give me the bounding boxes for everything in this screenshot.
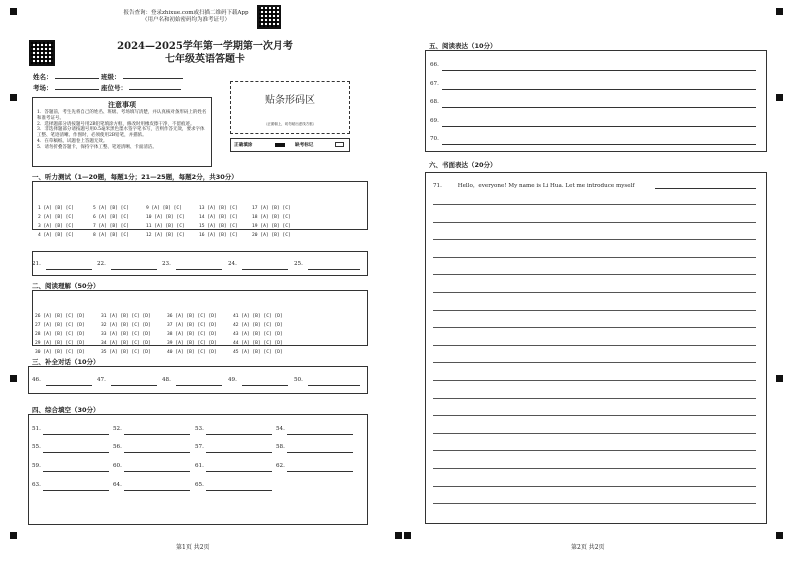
writing-line[interactable]: [433, 450, 756, 451]
class-label: 班级：: [101, 73, 121, 81]
blank-number: 46.: [32, 377, 41, 383]
answer-line[interactable]: [124, 471, 190, 472]
blank-number: 61.: [195, 463, 204, 469]
barcode-hint: （正面朝上，切勿贴出虚线方框）: [263, 122, 317, 126]
notice-item: 2．选择题部分请按题号用2B铅笔填涂方框，修改时用橡皮擦干净，不留痕迹。: [37, 121, 195, 127]
blank-number: 53.: [195, 426, 204, 432]
reading-choice-group[interactable]: 36 [A] [B] [C] [D] 37 [A] [B] [C] [D] 38 [A] [B] [C] [D] 39 [A] [B] [C] [D] 40 [A] [B] [C] [D]: [167, 314, 217, 355]
registration-mark: [404, 532, 411, 539]
barcode-title: 贴条形码区: [265, 95, 315, 106]
blank-number: 52.: [113, 426, 122, 432]
question-number: 66.: [430, 62, 439, 68]
listening-choice-group[interactable]: 17 [A] [B] [C] 18 [A] [B] [C] 19 [A] [B] [C] 20 [A] [B] [C]: [252, 206, 291, 238]
answer-line[interactable]: [442, 107, 756, 108]
blank-number: 47.: [97, 377, 106, 383]
room-label: 考场：: [33, 84, 53, 92]
answer-line[interactable]: [442, 70, 756, 71]
writing-line[interactable]: [433, 362, 756, 363]
writing-line[interactable]: [433, 239, 756, 240]
writing-line[interactable]: [433, 380, 756, 381]
seat-field[interactable]: [129, 89, 181, 90]
read-express-box: [425, 50, 767, 152]
registration-mark: [776, 8, 783, 15]
listening-choice-group[interactable]: 9 [A] [B] [C] 10 [A] [B] [C] 11 [A] [B] [C] 12 [A] [B] [C]: [146, 206, 185, 238]
answer-line[interactable]: [287, 434, 353, 435]
listening-choice-group[interactable]: 13 [A] [B] [C] 14 [A] [B] [C] 15 [A] [B] [C] 16 [A] [B] [C]: [199, 206, 238, 238]
blank-number: 63.: [32, 482, 41, 488]
answer-line[interactable]: [206, 434, 272, 435]
answer-line[interactable]: [124, 434, 190, 435]
answer-line[interactable]: [206, 452, 272, 453]
blank-number: 64.: [113, 482, 122, 488]
cloze-section-title: 四、综合填空（30分）: [32, 406, 100, 414]
blank-number: 51.: [32, 426, 41, 432]
answer-line[interactable]: [111, 269, 157, 270]
missing-exam-checkbox[interactable]: [335, 142, 344, 147]
registration-mark: [10, 8, 17, 15]
answer-line[interactable]: [242, 269, 288, 270]
title-line1: 2024—2025学年第一学期第一次月考: [117, 41, 293, 52]
writing-number: 71.: [433, 183, 442, 189]
answer-line[interactable]: [442, 144, 756, 145]
answer-line[interactable]: [46, 269, 92, 270]
correct-fill-label: 正确填涂: [234, 143, 253, 148]
answer-line[interactable]: [111, 385, 157, 386]
question-number: 68.: [430, 99, 439, 105]
blank-number: 23.: [162, 261, 171, 267]
blank-number: 60.: [113, 463, 122, 469]
question-number: 69.: [430, 117, 439, 124]
answer-line[interactable]: [43, 434, 109, 435]
page-footer-1: 第1页 共2页: [176, 544, 210, 551]
answer-line[interactable]: [43, 471, 109, 472]
registration-mark: [395, 532, 402, 539]
answer-line[interactable]: [308, 269, 360, 270]
blank-number: 48.: [162, 377, 171, 383]
barcode-area: [230, 81, 350, 134]
student-qr-code: [29, 40, 55, 66]
writing-line[interactable]: [433, 310, 756, 311]
seat-label: 座位号：: [101, 84, 128, 92]
question-number: 67.: [430, 80, 439, 87]
blank-number: 59.: [32, 463, 41, 469]
registration-mark: [10, 375, 17, 382]
answer-line[interactable]: [206, 471, 272, 472]
answer-line[interactable]: [176, 385, 222, 386]
reading-choice-group[interactable]: 41 [A] [B] [C] [D] 42 [A] [B] [C] [D] 43 [A] [B] [C] [D] 44 [A] [B] [C] [D] 45 [A] [B] [C] [D]: [233, 314, 283, 355]
blank-number: 58.: [276, 444, 285, 450]
writing-line[interactable]: [433, 503, 756, 504]
app-qr-code: [257, 5, 281, 29]
writing-line[interactable]: [433, 398, 756, 399]
notice-item: 4．在草稿纸、试题卷上答题无效。: [37, 138, 108, 144]
writing-line[interactable]: [433, 292, 756, 293]
blank-number: 57.: [195, 444, 204, 450]
blank-number: 65.: [195, 482, 204, 488]
notice-box: [32, 97, 212, 167]
answer-line[interactable]: [176, 269, 222, 270]
blank-number: 25.: [294, 261, 303, 267]
fill-legend: [230, 138, 350, 152]
answer-line[interactable]: [308, 385, 360, 386]
writing-section-title: 六、书面表达（20分）: [429, 161, 497, 169]
question-number: 70.: [430, 136, 439, 142]
writing-line[interactable]: [433, 274, 756, 275]
student-info: [33, 72, 183, 94]
writing-box: [425, 172, 767, 524]
writing-first-line[interactable]: [655, 188, 756, 189]
writing-line[interactable]: [433, 486, 756, 487]
writing-line[interactable]: [433, 257, 756, 258]
answer-line[interactable]: [442, 89, 756, 90]
writing-line[interactable]: [433, 327, 756, 328]
listening-section-title: 一、听力测试（1—20题，每题1分；21—25题，每题2分，共30分）: [32, 173, 238, 181]
answer-line[interactable]: [124, 490, 190, 491]
answer-line[interactable]: [43, 452, 109, 453]
blank-number: 56.: [113, 444, 122, 450]
registration-mark: [776, 532, 783, 539]
missing-exam-label: 缺考标记: [295, 143, 314, 148]
writing-line[interactable]: [433, 222, 756, 223]
name-field[interactable]: [55, 78, 99, 79]
page-footer-2: 第2页 共2页: [571, 544, 605, 551]
blank-number: 62.: [276, 463, 285, 469]
answer-line[interactable]: [287, 471, 353, 472]
listening-choice-group[interactable]: 5 [A] [B] [C] 6 [A] [B] [C] 7 [A] [B] [C] 8 [A] [B] [C]: [93, 206, 129, 238]
title-line2: 七年级英语答题卡: [165, 54, 245, 65]
report-note-line2: （用户名和初始密码均为准考证号）: [141, 17, 230, 23]
registration-mark: [10, 532, 17, 539]
room-field[interactable]: [55, 89, 99, 90]
notice-item: 3．非选择题部分请按题号用0.5毫米黑色墨水签字笔书写，否则作答无效，要求字体工整、笔迹清晰。作图时，必须使用2B铅笔，并描浓。: [37, 127, 205, 139]
reading-section-title: 二、阅读理解（50分）: [32, 282, 100, 290]
writing-prompt: Hello，everyone! My name is Li Hua. Let me introduce myself: [457, 183, 635, 189]
blank-number: 22.: [97, 261, 106, 267]
writing-line[interactable]: [433, 345, 756, 346]
report-note-line1: 报告查询：登录zhixue.com或扫描二维码下载App: [123, 10, 249, 16]
blank-number: 21.: [32, 261, 41, 267]
blank-number: 50.: [294, 377, 303, 383]
notice-item: 1．答题前，考生先将自己的姓名、班级、考场填写清楚，并认真核对条形码上的姓名和准考证号。: [37, 110, 207, 121]
answer-line[interactable]: [124, 452, 190, 453]
registration-mark: [776, 375, 783, 382]
read-express-section-title: 五、阅读表达（10分）: [429, 42, 497, 50]
blank-number: 49.: [228, 377, 237, 383]
blank-number: 54.: [276, 426, 285, 432]
answer-line[interactable]: [206, 490, 272, 491]
dialogue-section-title: 三、补全对话（10分）: [32, 358, 100, 366]
reading-choice-group[interactable]: 26 [A] [B] [C] [D] 27 [A] [B] [C] [D] 28 [A] [B] [C] [D] 29 [A] [B] [C] [D] 30 [A] [B] [C] [D]: [35, 314, 85, 355]
blank-number: 24.: [228, 261, 237, 267]
listening-choice-group[interactable]: 1 [A] [B] [C] 2 [A] [B] [C] 3 [A] [B] [C] 4 [A] [B] [C]: [38, 206, 74, 238]
notice-item: 5．请勿折叠答题卡，保持字体工整、笔迹清晰、卡面清洁。: [37, 144, 157, 150]
blank-number: 55.: [32, 444, 41, 450]
writing-line[interactable]: [433, 468, 756, 469]
answer-line[interactable]: [442, 126, 756, 127]
page-title: [90, 40, 320, 66]
dialogue-blank-box: [28, 366, 368, 394]
writing-line[interactable]: [433, 204, 756, 205]
registration-mark: [776, 94, 783, 101]
registration-mark: [10, 94, 17, 101]
reading-choice-group[interactable]: 31 [A] [B] [C] [D] 32 [A] [B] [C] [D] 33 [A] [B] [C] [D] 34 [A] [B] [C] [D] 35 [A] [B] [C] [D]: [101, 314, 151, 355]
answer-line[interactable]: [287, 452, 353, 453]
writing-line[interactable]: [433, 433, 756, 434]
class-field[interactable]: [123, 78, 183, 79]
notice-title: 注意事项: [108, 101, 136, 109]
listening-blank-box: [32, 251, 368, 276]
writing-prompt-row: [433, 181, 634, 189]
writing-line[interactable]: [433, 415, 756, 416]
correct-fill-sample: [275, 143, 285, 147]
answer-line[interactable]: [46, 385, 92, 386]
report-note: [116, 10, 256, 24]
answer-line[interactable]: [43, 490, 109, 491]
name-label: 姓名：: [33, 73, 53, 81]
answer-line[interactable]: [242, 385, 288, 386]
